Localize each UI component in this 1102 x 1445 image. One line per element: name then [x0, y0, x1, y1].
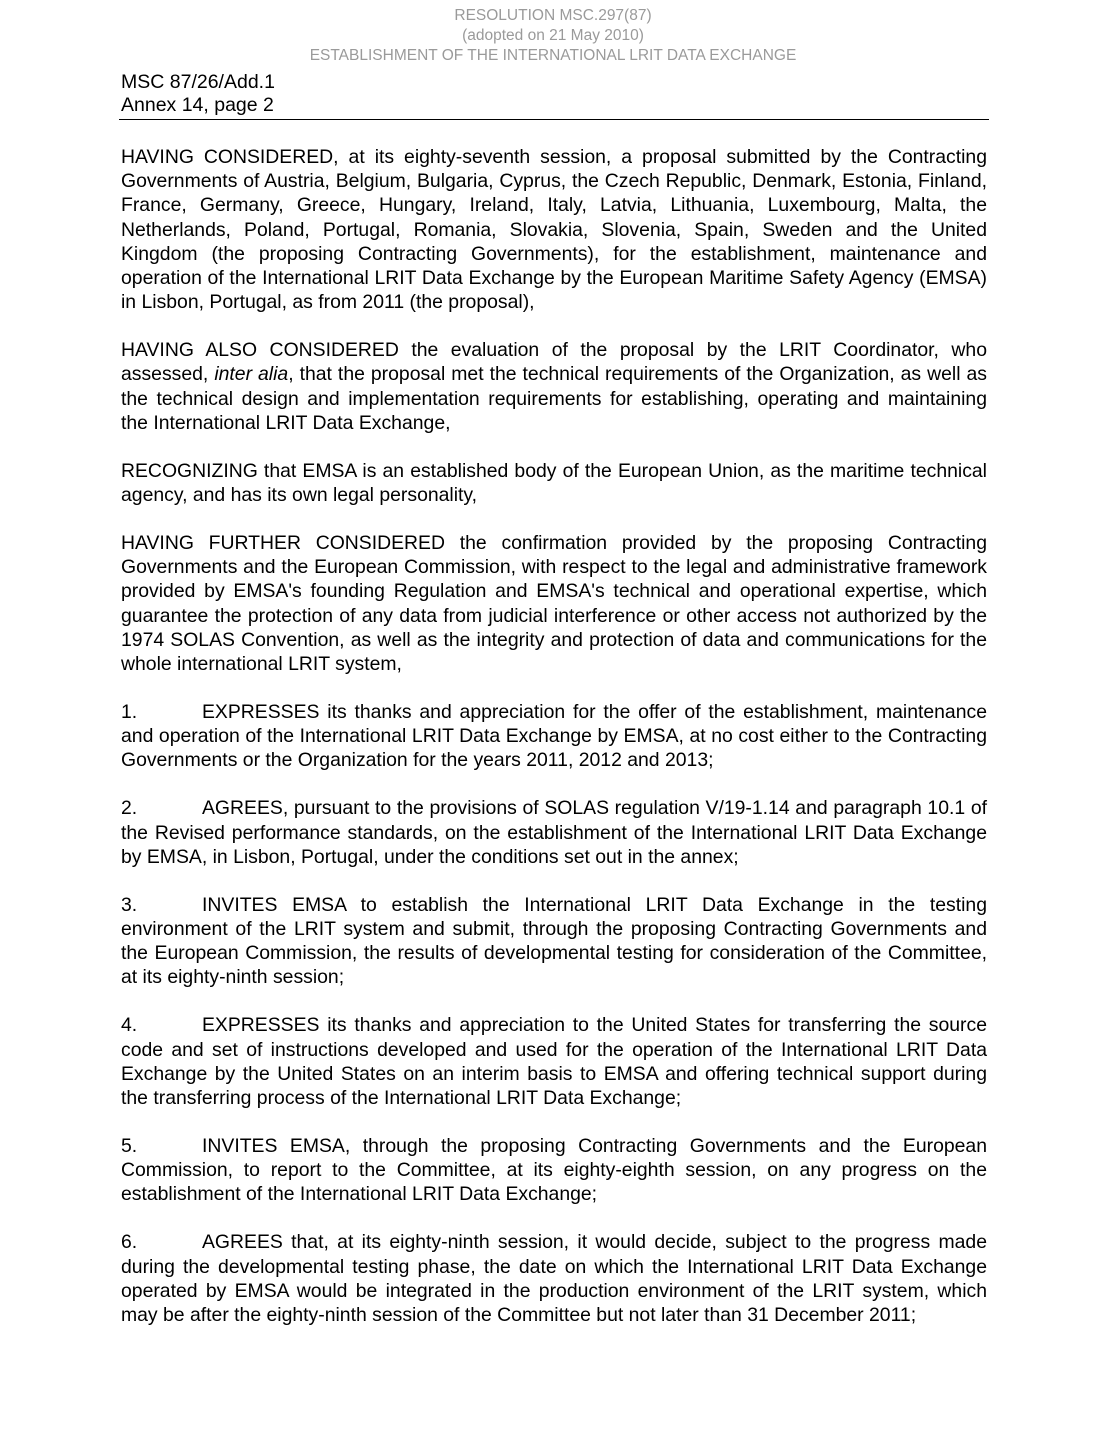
- paragraph-number: 5.: [121, 1135, 138, 1158]
- operative-paragraph-3: [121, 893, 987, 990]
- preamble-2-text-start: HAVING ALSO CONSIDERED the evaluation of the proposal by the LRIT Coordinator, who assessed,: [121, 339, 987, 386]
- paragraph-text: AGREES that, at its eighty-ninth session, it would decide, subject to the progress made during the developmental testing phase, the date on which the International LRIT Data Exchange operated by EMSA would be integrated in the production environment of the LRIT system, which may be after the eighty-ninth session of the Committee but not later than 31 December 2011;: [121, 1231, 987, 1327]
- operative-paragraph-1: [121, 700, 987, 773]
- paragraph-text: AGREES, pursuant to the provisions of SOLAS regulation V/19-1.14 and paragraph 10.1 of the Revised performance standards, on the establishment of the International LRIT Data Exchange by EMSA, in Lisbon, Portugal, under the conditions set out in the annex;: [121, 797, 987, 868]
- watermark-resolution-title: ESTABLISHMENT OF THE INTERNATIONAL LRIT DATA EXCHANGE: [309, 47, 797, 64]
- preamble-paragraph-2: [121, 338, 987, 435]
- paragraph-number: 3.: [121, 893, 138, 916]
- operative-paragraph-6: [121, 1230, 987, 1327]
- paragraph-number: 6.: [121, 1231, 138, 1254]
- paragraph-text: EXPRESSES its thanks and appreciation for the offer of the establishment, maintenance and operation of the International LRIT Data Exchange by EMSA, at no cost either to the Contracting Governments or the Organization for the years 2011, 2012 and 2013;: [121, 701, 987, 772]
- paragraph-number: 2.: [121, 797, 138, 820]
- operative-paragraph-5: [121, 1134, 987, 1207]
- watermark-adoption-date: (adopted on 21 May 2010): [462, 27, 644, 44]
- annex-page-reference: Annex 14, page 2: [121, 94, 274, 116]
- preamble-2-text-end: , that the proposal met the technical requirements of the Organization, as well as the technical design and implementation requirements for establishing, operating and maintaining the International LRIT Data Exchange,: [121, 363, 987, 434]
- document-reference: MSC 87/26/Add.1: [121, 71, 275, 93]
- page-header: [121, 71, 275, 117]
- operative-paragraph-2: [121, 796, 987, 869]
- paragraph-text: INVITES EMSA, through the proposing Contracting Governments and the European Commission, to report to the Committee, at its eighty-eighth session, on any progress on the establishment of the International LRIT Data Exchange;: [121, 1135, 987, 1206]
- paragraph-number: 1.: [121, 701, 138, 724]
- paragraph-number: 4.: [121, 1014, 138, 1037]
- operative-paragraph-4: [121, 1013, 987, 1110]
- document-body: [121, 145, 987, 1351]
- header-divider: [119, 119, 989, 120]
- resolution-watermark: [0, 6, 1102, 66]
- paragraph-text: EXPRESSES its thanks and appreciation to the United States for transferring the source code and set of instructions developed and used for the operation of the International LRIT Data Exchange by the United States on an interim basis to EMSA and offering technical support during the transferring process of the International LRIT Data Exchange;: [121, 1014, 987, 1110]
- preamble-paragraph-3: RECOGNIZING that EMSA is an established body of the European Union, as the maritime technical agency, and has its own legal personality,: [121, 459, 987, 507]
- watermark-resolution-number: RESOLUTION MSC.297(87): [454, 7, 652, 24]
- paragraph-text: INVITES EMSA to establish the International LRIT Data Exchange in the testing environment of the LRIT system and submit, through the proposing Contracting Governments and the European Commission, the results of developmental testing for consideration of the Committee, at its eighty-ninth session;: [121, 893, 987, 989]
- preamble-paragraph-1: HAVING CONSIDERED, at its eighty-seventh session, a proposal submitted by the Contracting Governments of Austria, Belgium, Bulgaria, Cyprus, the Czech Republic, Denmark, Estonia, Finland, France, Germany, Greece, Hungary, Ireland, Italy, Latvia, Lithuania, Luxembourg, Malta, the Netherlands, Poland, Portugal, Romania, Slovakia, Slovenia, Spain, Sweden and the United Kingdom (the proposing Contracting Governments), for the establishment, maintenance and operation of the International LRIT Data Exchange by the European Maritime Safety Agency (EMSA) in Lisbon, Portugal, as from 2011 (the proposal),: [121, 146, 987, 314]
- preamble-2-italic-term: inter alia: [214, 363, 289, 386]
- preamble-paragraph-4: HAVING FURTHER CONSIDERED the confirmation provided by the proposing Contracting Governments and the European Commission, with respect to the legal and administrative framework provided by EMSA's founding Regulation and EMSA's technical and operational expertise, which guarantee the protection of any data from judicial interference or other access not authorized by the 1974 SOLAS Convention, as well as the integrity and protection of data and communications for the whole international LRIT system,: [121, 532, 987, 676]
